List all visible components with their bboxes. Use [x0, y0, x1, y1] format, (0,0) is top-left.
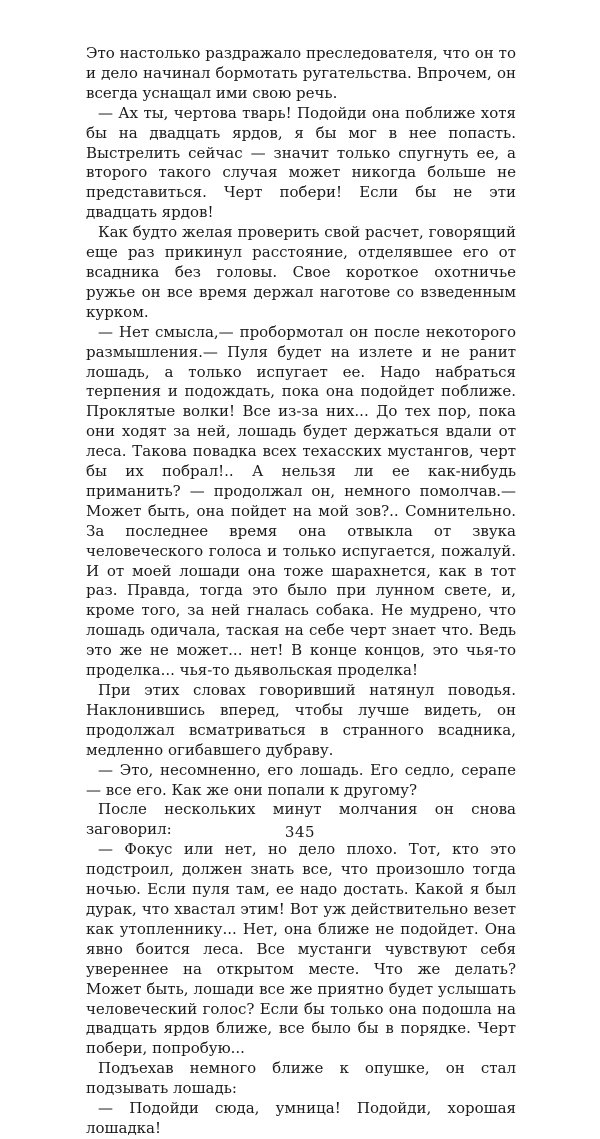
paragraph-5: При этих словах говоривший натянул поводья. Наклонившись вперед, чтобы лучше видеть, он продолжал всматриваться в странного всадника, медленно огибавшего дубраву. [86, 681, 516, 759]
paragraph-9: Подъехав немного ближе к опушке, он стал подзывать лошадь: [86, 1059, 516, 1098]
paragraph-1: Это настолько раздражало преследователя, что он то и дело начинал бормотать ругательства. Впрочем, он всегда уснащал ими свою речь. [86, 44, 516, 102]
paragraph-4: — Нет смысла,— пробормотал он после некоторого размышления.— Пуля будет на излете и не ранит лошадь, а только испугает ее. Надо набраться терпения и подождать, пока она подойдет поближе. Проклятые волки! Все из-за них... До тех пор, пока они ходят за ней, лошадь будет держаться вдали от леса. Такова повадка всех техасских мустангов, черт бы их побрал!.. А нельзя ли ее как-нибудь приманить? — продолжал он, немного помолчав.— Может быть, она пойдет на мой зов?.. Сомнительно. За последнее время она отвыкла от звука человеческого голоса и только испугается, пожалуй. И от моей лошади она тоже шарахнется, как в тот раз. Правда, тогда это было при лунном свете, и, кроме того, за ней гналась собака. Не мудрено, что лошадь одичала, таская на себе черт знает что. Ведь это же не может... нет! В конце концов, это чья-то проделка... чья-то дьявольская проделка! [86, 322, 516, 680]
paragraph-2: — Ах ты, чертова тварь! Подойди она поближе хотя бы на двадцать ярдов, я бы мог в нее попасть. Выстрелить сейчас — значит только спугнуть ее, а второго такого случая может никогда больше не представиться. Черт побери! Если бы не эти двадцать ярдов! [86, 103, 516, 222]
page-body [86, 44, 516, 1139]
paragraph-7: После нескольких минут молчания он снова заговорил: [86, 800, 516, 839]
paragraph-3: Как будто желая проверить свой расчет, говорящий еще раз прикинул расстояние, отделявшее его от всадника без головы. Свое короткое охотничье ружье он все время держал наготове со взведенным курком. [86, 223, 516, 321]
paragraph-8: — Фокус или нет, но дело плохо. Тот, кто это подстроил, должен знать все, что произошло тогда ночью. Если пуля там, ее надо достать. Какой я был дурак, что хвастал этим! Вот уж действительно везет как утопленнику... Нет, она ближе не подойдет. Она явно боится леса. Все мустанги чувствуют себя увереннее на открытом месте. Что же делать? Может быть, лошади все же приятно будет услышать человеческий голос? Если бы только она подошла на двадцать ярдов ближе, все было бы в порядке. Черт побери, попробую... [86, 840, 516, 1058]
paragraph-6: — Это, несомненно, его лошадь. Его седло, серапе — все его. Как же они попали к другому? [86, 760, 516, 799]
page-number: 345 [284, 823, 316, 841]
paragraph-10: — Подойди сюда, умница! Подойди, хорошая лошадка! [86, 1099, 516, 1137]
